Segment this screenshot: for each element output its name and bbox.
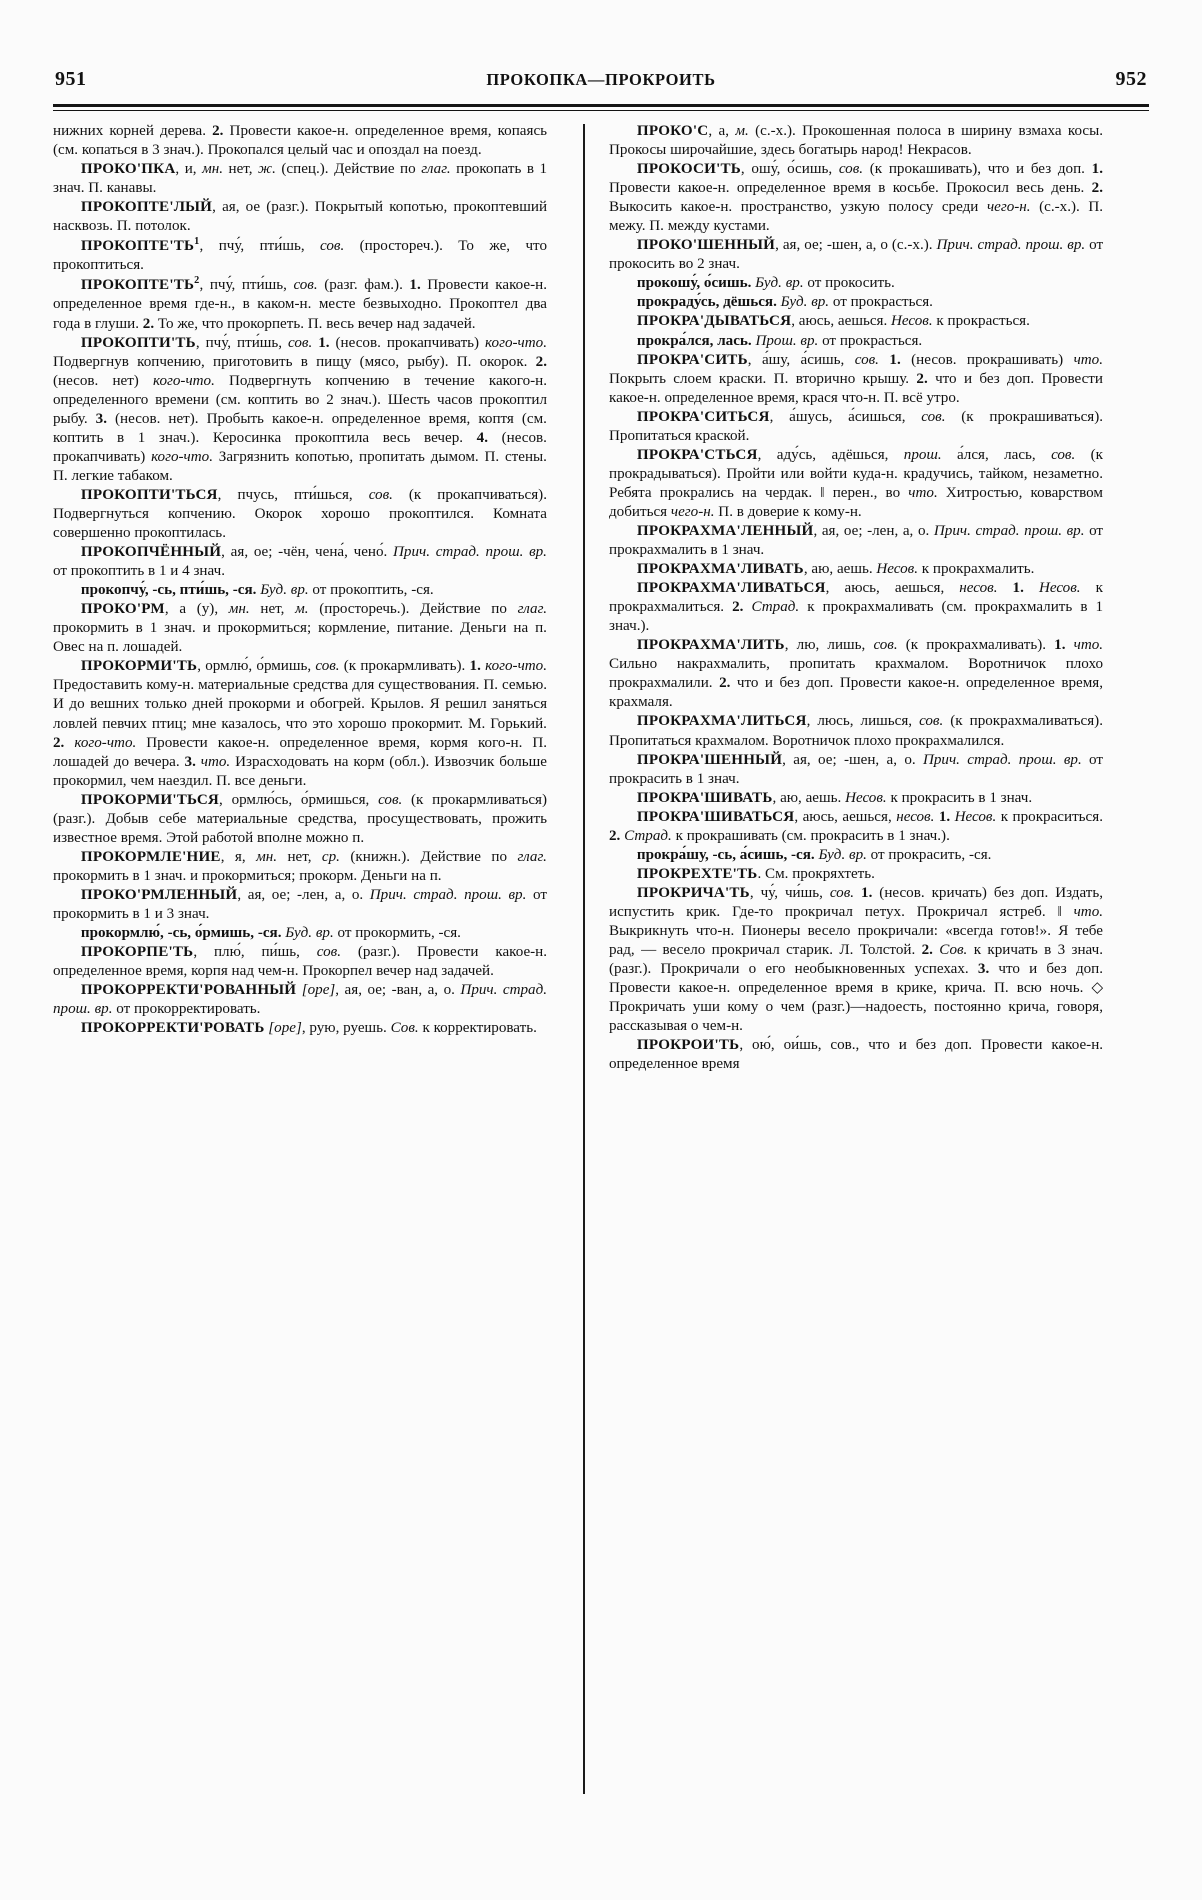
dictionary-entry [53, 334, 547, 486]
entry-body: , ая, ое (разг.). Покрытый копотью, прокоптевший насквозь. П. потолок. [53, 199, 548, 235]
entry-body: , и, мн. нет, ж. (спец.). Действие по глаг. прокопать в 1 знач. П. канавы. [53, 161, 548, 197]
dictionary-entry [609, 560, 1103, 579]
homonym-index: 1 [194, 236, 200, 248]
folio-right: 952 [1115, 68, 1147, 90]
inflection-entry [609, 332, 1103, 351]
dictionary-entry [53, 657, 547, 790]
left-column [53, 122, 557, 1822]
dictionary-entry [53, 943, 547, 981]
pronunciation-note: [оре] [264, 1020, 302, 1037]
entry-body: , ая, ое; -чён, чена́, чено́. Прич. страд. прош. вр. от прокоптить в 1 и 4 знач. [53, 544, 547, 580]
entry-headword: ПРОКРАХМА'ЛИТЬ [636, 637, 785, 654]
entry-headword: ПРОКРАХМА'ЛИТЬСЯ [636, 713, 807, 730]
inflection-form: прокра́лся, лась. [636, 332, 752, 349]
dictionary-entry [53, 600, 547, 657]
entry-body: , я, мн. нет, ср. (книжн.). Действие по глаг. прокормить в 1 знач. и прокормиться; прокорм. Деньги на п. [53, 848, 547, 884]
entry-body: , люсь, лишься, сов. (к прокрахмаливаться). Пропитаться крахмалом. Воротничок плохо прокрахмалился. [609, 713, 1103, 749]
entry-body: Буд. вр. от прокосить. [755, 275, 895, 292]
entry-body: , пчу́, пти́шь, сов. (разг. фам.). 1. Провести какое-н. определенное время где-н., в каком-н. месте безвыходно. Прокоптел два года в глуши. 2. То же, что прокорпеть. П. весь вечер над задачей. [53, 277, 548, 332]
inflection-entry [609, 846, 1103, 865]
dictionary-entry [609, 160, 1103, 236]
dictionary-entry [609, 712, 1103, 750]
entry-headword: $ПРОКОПТЕ'ТЬ^2$ [80, 275, 200, 294]
inflection-entry [53, 924, 547, 943]
entry-body: . См. прокряхтеть. [757, 865, 875, 882]
entry-headword: ПРОКРИЧА'ТЬ [636, 884, 750, 901]
entry-headword: ПРОКО'ШЕННЫЙ [636, 237, 776, 254]
dictionary-entry [609, 446, 1103, 522]
dictionary-entry [53, 160, 547, 198]
inflection-form: прокопчу́, -сь, пти́шь, -ся. [80, 582, 257, 599]
dictionary-entry [53, 848, 547, 886]
dictionary-entry [609, 122, 1103, 160]
entry-body: , аю, аешь. Несов. к прокрахмалить. [803, 561, 1035, 578]
entry-headword: ПРОКРАХМА'ЛИВАТЬСЯ [636, 580, 826, 597]
entry-headword: ПРОКРА'ДЫВАТЬСЯ [636, 313, 792, 330]
entry-body: , рую, руешь. Сов. к корректировать. [301, 1020, 537, 1037]
dictionary-entry [53, 886, 547, 924]
dictionary-entry [53, 791, 547, 848]
entry-headword: ПРОКРАХМА'ЛИВАТЬ [636, 561, 804, 578]
dictionary-entry [609, 236, 1103, 274]
entry-body: Буд. вр. от прокоптить, -ся. [260, 582, 434, 599]
homonym-index: 2 [194, 275, 200, 287]
columns-container [53, 122, 1149, 1822]
entry-body: Буд. вр. от прокормить, -ся. [285, 925, 461, 942]
entry-headword: ПРОКОРПЕ'ТЬ [80, 944, 194, 961]
entry-headword: ПРОКОРМИ'ТЬ [80, 658, 198, 675]
dictionary-entry [609, 789, 1103, 808]
running-head: ПРОКОПКА—ПРОКРОИТЬ [486, 70, 716, 89]
entry-headword: ПРОКРОИ'ТЬ [636, 1037, 740, 1054]
inflection-entry [609, 274, 1103, 293]
entry-body: нижних корней дерева. 2. Провести какое-н. определенное время, копаясь (см. копаться в 3 знач.). Прокопался целый час и опоздал на поезд. [53, 123, 548, 159]
entry-headword: ПРОКОПТЕ'ЛЫЙ [80, 199, 213, 216]
inflection-entry [609, 293, 1103, 312]
dictionary-entry [609, 522, 1103, 560]
entry-headword: ПРОКРЕХТЕ'ТЬ [636, 865, 758, 882]
entry-headword: ПРОКО'РМЛЕННЫЙ [80, 886, 238, 903]
dictionary-entry [53, 981, 547, 1019]
entry-body: , плю́, пи́шь, сов. (разг.). Провести какое-н. определенное время, корпя над чем-н. Прокорпел вечер над задачей. [53, 944, 548, 980]
entry-headword: ПРОКОПЧЁННЫЙ [80, 544, 222, 561]
entry-body: , лю, лишь, сов. (к прокрахмаливать). 1. что. Сильно накрахмалить, пропитать крахмалом. Воротничок плохо прокрахмалили. 2. что и без доп. Провести какое-н. определенное время, крахмаля. [609, 637, 1104, 711]
entry-headword: ПРОКРА'ШИВАТЬ [636, 789, 773, 806]
dictionary-entry [53, 275, 547, 333]
folio-left: 951 [55, 68, 87, 90]
entry-body: , ая, ое; -лен, а, о. Прич. страд. прош. вр. от прокрахмалить в 1 знач. [609, 522, 1104, 559]
entry-body: , аюсь, аешься, несов. 1. Несов. к прокрахмалиться. 2. Страд. к прокрахмаливать (см. прокрахмалить в 1 знач.). [609, 580, 1104, 635]
inflection-form: прокраду́сь, дёшься. [636, 294, 777, 311]
entry-body: , аюсь, аешься, несов. 1. Несов. к прокраситься. 2. Страд. к прокрашивать (см. прокрасить в 1 знач.). [609, 808, 1103, 844]
dictionary-entry [53, 1019, 547, 1038]
dictionary-entry [53, 486, 547, 543]
dictionary-entry [609, 808, 1103, 846]
header-rule-thin [53, 110, 1149, 111]
inflection-form: прокормлю́, -сь, о́рмишь, -ся. [80, 925, 282, 942]
dictionary-entry [609, 865, 1103, 884]
entry-body: , аю, аешь. Несов. к прокрасить в 1 знач. [772, 789, 1033, 806]
entry-headword: $ПРОКОПТЕ'ТЬ^1$ [80, 236, 200, 255]
entry-headword: ПРОКО'ПКА [80, 161, 176, 178]
entry-body: , а́шу, а́сишь, сов. 1. (несов. прокрашивать) что. Покрыть слоем краски. П. вторично крышу. 2. что и без доп. Провести какое-н. определенное время, крася что-н. П. всё утро. [609, 351, 1103, 406]
entry-headword: ПРОКОПТИ'ТЬСЯ [80, 486, 218, 503]
dictionary-entry [609, 751, 1103, 789]
entry-body: Прош. вр. от прокрасться. [755, 332, 923, 349]
entry-headword: ПРОКРА'ШЕННЫЙ [636, 751, 783, 768]
entry-headword: ПРОКРА'ШИВАТЬСЯ [636, 808, 795, 825]
entry-headword: ПРОКРА'СИТЬСЯ [636, 408, 770, 425]
dictionary-entry [609, 351, 1103, 408]
inflection-form: прокра́шу, -сь, а́сишь, -ся. [636, 846, 815, 863]
entry-body: , ая, ое; -шен, а, о. Прич. страд. прош. вр. от прокрасить в 1 знач. [609, 751, 1103, 787]
entry-body: , ою́, ои́шь, сов., что и без доп. Провести какое-н. определенное время [609, 1037, 1104, 1073]
inflection-form: прокошу́, о́сишь. [636, 275, 752, 292]
entry-body: , ошу́, о́сишь, сов. (к прокашивать), что и без доп. 1. Провести какое-н. определенное время в косьбе. Прокосил весь день. 2. Выкосить какое-н. пространство, узкую полосу среди чего-н. (с.-х.). П. межу. П. между кустами. [609, 161, 1104, 235]
dictionary-entry [53, 236, 547, 275]
entry-headword: ПРОКРА'СТЬСЯ [636, 446, 758, 463]
entry-headword: ПРОКРА'СИТЬ [636, 351, 748, 368]
entry-headword: ПРОКОСИ'ТЬ [636, 161, 741, 178]
dictionary-entry [609, 1036, 1103, 1074]
entry-body: , пчу́, пти́шь, сов. (простореч.). То же, что прокоптиться. [53, 238, 547, 274]
entry-body: Буд. вр. от прокрасить, -ся. [818, 846, 992, 863]
entry-body: , ая, ое; -шен, а, о (с.-х.). Прич. страд. прош. вр. от прокосить во 2 знач. [609, 237, 1104, 273]
entry-headword: ПРОКОРРЕКТИ'РОВАТЬ [80, 1020, 265, 1037]
dictionary-entry [53, 543, 547, 581]
entry-headword: ПРОКРАХМА'ЛЕННЫЙ [636, 522, 814, 539]
dictionary-entry [53, 198, 547, 236]
dictionary-entry [609, 312, 1103, 331]
right-column [585, 122, 1103, 1822]
entry-body: , а (у), мн. нет, м. (просторечь.). Действие по глаг. прокормить в 1 знач. и прокормиться; кормление, питание. Деньги на п. Овес на п. лошадей. [53, 601, 548, 656]
entry-body: , а́шусь, а́сишься, сов. (к прокрашиваться). Пропитаться краской. [609, 408, 1104, 444]
entry-body: , ая, ое; -ван, а, о. Прич. страд. прош. вр. от прокорректировать. [53, 982, 547, 1018]
pronunciation-note: [оре] [296, 982, 336, 999]
entry-headword: ПРОКОРМЛЕ'НИЕ [80, 848, 221, 865]
entry-body: , аду́сь, адёшься, прош. а́лся, лась, сов. (к прокрадываться). Пройти или войти куда-н. крадучись, тайком, незаметно. Ребята прокрались на чердак. ‖ перен., во что. Хитростью, коварством добиться чего-н. П. в доверие к кому-н. [609, 446, 1103, 520]
entry-body: , пчусь, пти́шься, сов. (к прокапчиваться). Подвергнуться копчению. Окорок хорошо прокоптился. Комната совершенно прокоптилась. [53, 486, 547, 542]
entry-body: , аюсь, аешься. Несов. к прокрасться. [791, 313, 1030, 330]
header-rule-thick [53, 104, 1149, 107]
dictionary-entry [609, 884, 1103, 1036]
entry-body: , ормлю́, о́рмишь, сов. (к прокармливать). 1. кого-что. Предоставить кому-н. материальные средства для существования. П. семью. И до вешних только дней прокорми и обогрей. Крылов. Я решил заняться ловлей певчих птиц; мне казалось, что это хорошо прокормит. М. Горький. 2. кого-что. Провести какое-н. определенное время, кормя кого-н. П. лошадей до вечера. 3. что. Израсходовать на корм (обл.). Извозчик больше прокормил, чем наездил. П. все деньги. [53, 658, 548, 789]
page-header [55, 68, 1147, 98]
entry-headword: ПРОКО'РМ [80, 601, 165, 618]
dictionary-entry [609, 579, 1103, 636]
entry-body: , а, м. (с.-х.). Прокошенная полоса в ширину взмаха косы. Прокосы широчайшие, здесь богатырь народ! Некрасов. [609, 123, 1104, 159]
dictionary-entry [609, 636, 1103, 712]
entry-body: , ая, ое; -лен, а, о. Прич. страд. прош. вр. от прокормить в 1 и 3 знач. [53, 886, 547, 922]
inflection-entry [53, 581, 547, 600]
entry-body: , пчу́, пти́шь, сов. 1. (несов. прокапчивать) кого-что. Подвергнув копчению, приготовить в пищу (мясо, рыбу). П. окорок. 2. (несов. нет) кого-что. Подвергнуть копчению в течение какого-н. определенного времени (см. коптить во 2 знач.). Шесть часов прокоптил рыбу. 3. (несов. нет). Пробыть какое-н. определенное время, коптя (см. коптить в 1 знач.). Керосинка прокоптила весь вечер. 4. (несов. прокапчивать) кого-что. Загрязнить копотью, пропитать дымом. П. стены. П. легкие табаком. [53, 334, 548, 484]
dictionary-entry [609, 408, 1103, 446]
entry-headword: ПРОКОПТИ'ТЬ [80, 334, 196, 351]
entry-continuation [53, 122, 547, 160]
entry-headword: ПРОКОРМИ'ТЬСЯ [80, 791, 220, 808]
entry-body: , чу́, чи́шь, сов. 1. (несов. кричать) без доп. Издать, испустить крик. Где-то прокричал петух. Прокричал ястреб. ‖ что. Выкрикнуть что-н. Пионеры весело прокричали: «всегда готов!». Я тебе рад, — весело прокричал старик. Л. Толстой. 2. Сов. к кричать в 3 знач. (разг.). Прокричали о его необыкновенных успехах. 3. что и без доп. Провести какое-н. определенное время в крике, крича. П. всю ночь. ◇ Прокричать уши кому о чем (разг.)—надоесть, постоянно крича, говоря, рассказывая о чем-н. [609, 884, 1104, 1035]
entry-headword: ПРОКО'С [636, 123, 709, 139]
entry-body: , ормлю́сь, о́рмишься, сов. (к прокармливаться) (разг.). Добыв себе материальные средства, просуществовать, прожить известное время. Этой работой вполне можно п. [53, 791, 547, 846]
entry-headword: ПРОКОРРЕКТИ'РОВАННЫЙ [80, 982, 297, 999]
entry-body: Буд. вр. от прокрасться. [780, 294, 933, 311]
